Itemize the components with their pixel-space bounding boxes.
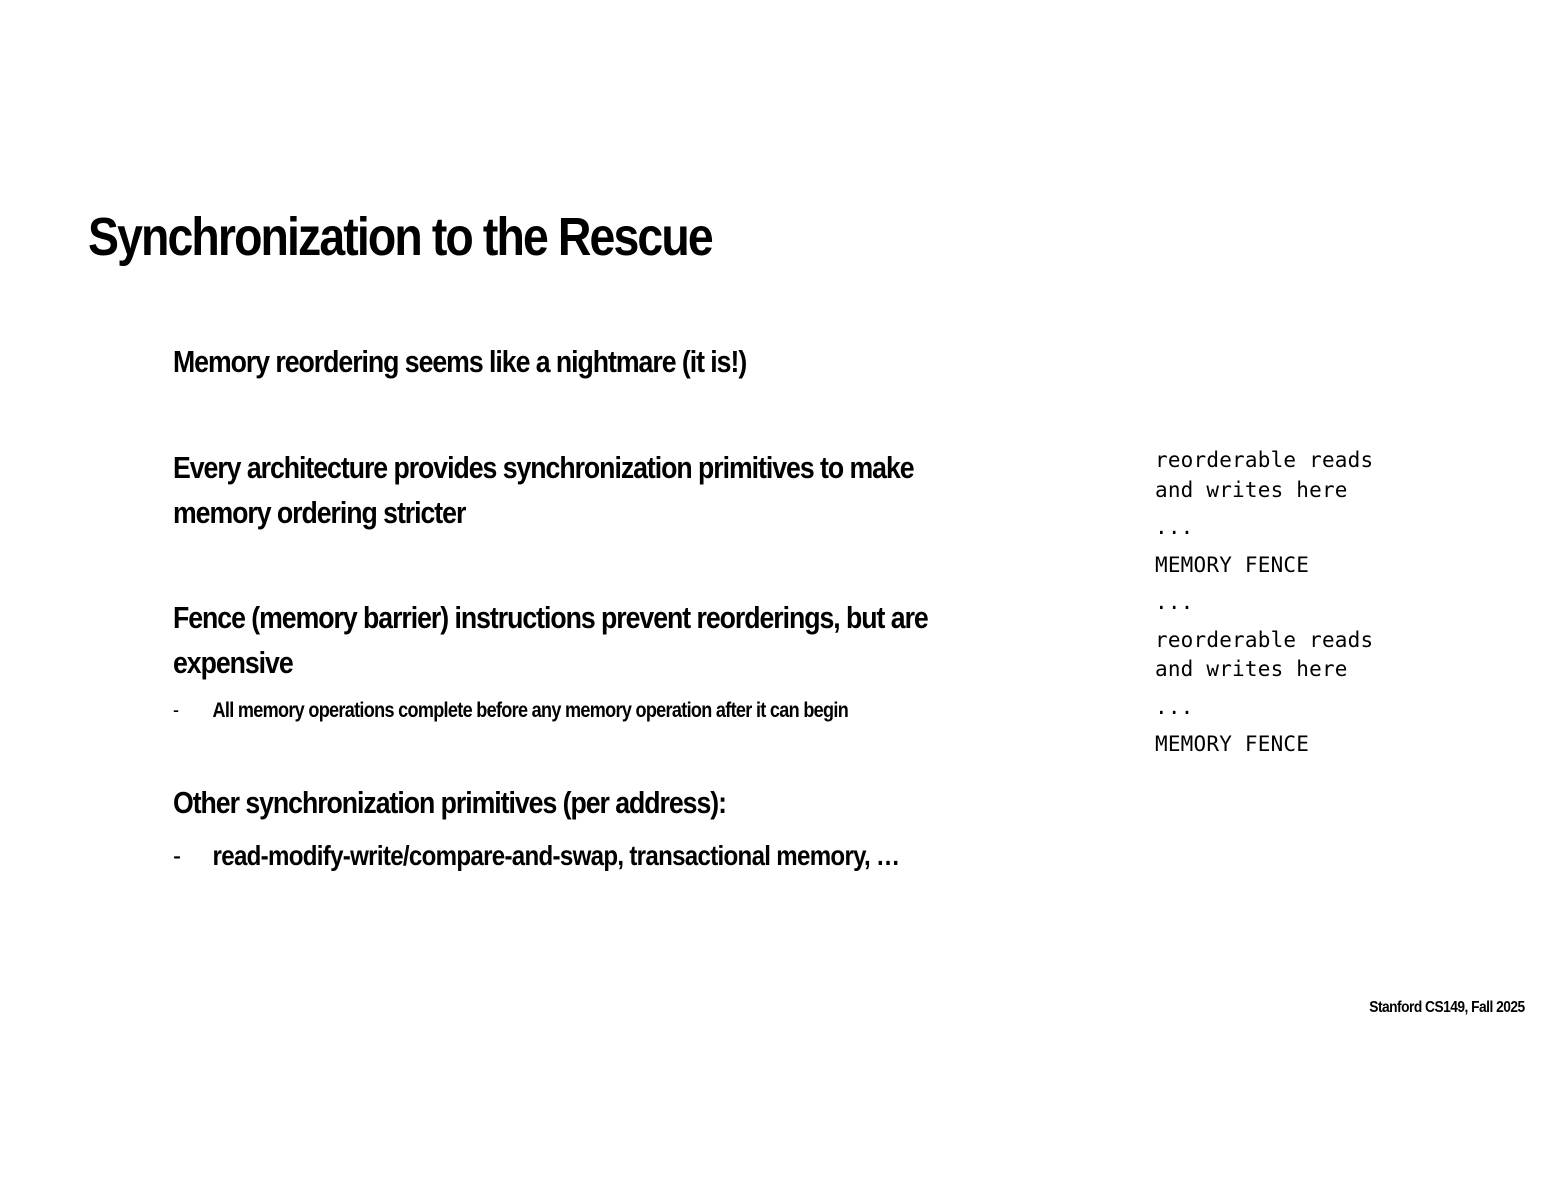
code-block-reorderable bbox=[1155, 446, 1373, 505]
dash-marker: - bbox=[173, 699, 179, 722]
code-block-reorderable bbox=[1155, 626, 1373, 685]
memory-fence-code-example bbox=[1155, 446, 1373, 768]
bullet-memory-reordering bbox=[173, 339, 746, 384]
code-line: ... bbox=[1155, 590, 1194, 614]
bullet-other-primitives bbox=[173, 780, 726, 825]
code-block-fence bbox=[1155, 551, 1373, 581]
code-block-fence bbox=[1155, 730, 1373, 760]
bullet-line: Every architecture provides synchronization primitives to make bbox=[173, 450, 914, 485]
code-line: MEMORY FENCE bbox=[1155, 552, 1310, 577]
code-line: ... bbox=[1155, 694, 1194, 719]
bullet-line: Memory reordering seems like a nightmare (it is!) bbox=[173, 344, 747, 379]
code-line: and writes here bbox=[1155, 477, 1348, 502]
bullet-line: expensive bbox=[173, 645, 293, 680]
sub-bullet-other-detail bbox=[173, 838, 899, 874]
bullet-fence-instructions bbox=[173, 595, 928, 685]
dash-marker: - bbox=[173, 840, 181, 871]
code-block-ellipsis bbox=[1155, 693, 1373, 723]
bullet-line: Other synchronization primitives (per address): bbox=[173, 785, 726, 820]
code-block-ellipsis bbox=[1155, 513, 1373, 543]
code-line: reorderable reads bbox=[1155, 448, 1374, 472]
bullet-line: Fence (memory barrier) instructions prevent reorderings, but are bbox=[173, 600, 928, 635]
bullet-line: memory ordering stricter bbox=[173, 495, 466, 530]
sub-bullet-text: All memory operations complete before any memory operation after it can begin bbox=[212, 699, 849, 722]
code-line: reorderable reads bbox=[1155, 627, 1374, 652]
code-line: ... bbox=[1155, 515, 1194, 539]
code-line: MEMORY FENCE bbox=[1155, 732, 1310, 756]
code-line: and writes here bbox=[1155, 657, 1348, 681]
code-block-ellipsis bbox=[1155, 588, 1373, 618]
course-footer: Stanford CS149, Fall 2025 bbox=[1369, 999, 1525, 1016]
slide-title: Synchronization to the Rescue bbox=[88, 207, 712, 267]
sub-bullet-fence-detail bbox=[173, 697, 848, 725]
sub-bullet-text: read-modify-write/compare-and-swap, transactional memory, … bbox=[212, 840, 900, 871]
bullet-architecture-primitives bbox=[173, 445, 914, 535]
